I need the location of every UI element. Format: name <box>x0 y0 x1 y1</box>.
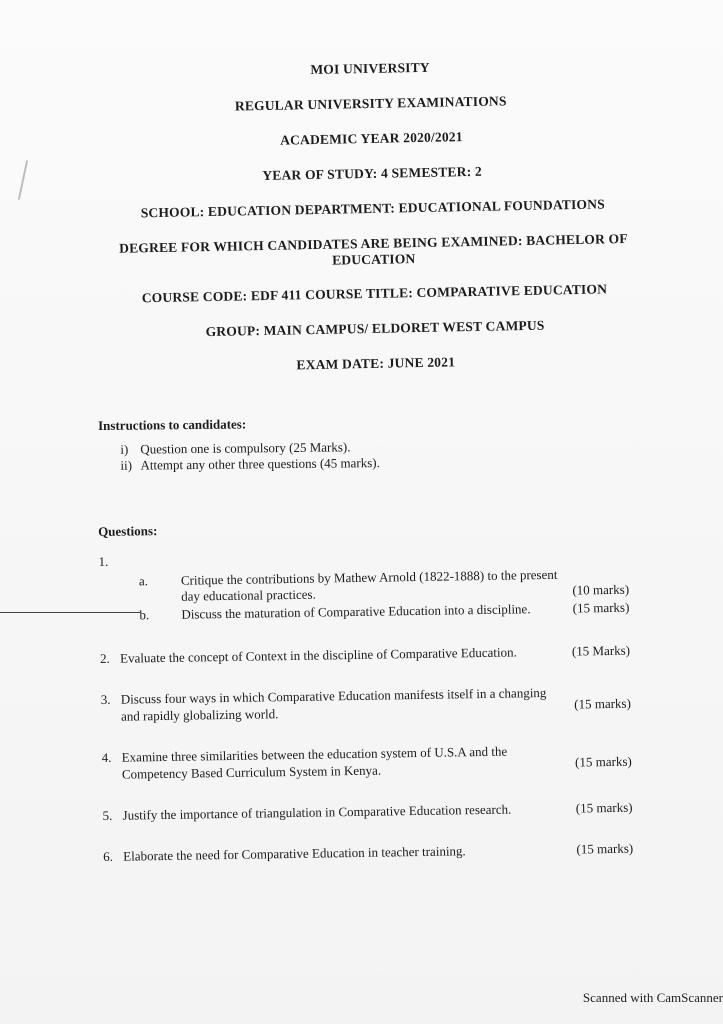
degree-line: DEGREE FOR WHICH CANDIDATES ARE BEING EXAMINED: BACHELOR OF <box>119 230 628 256</box>
question-text: Justify the importance of triangulation in Comparative Education research. <box>122 801 512 823</box>
scanner-watermark: Scanned with CamScanner <box>582 990 723 1005</box>
instruction-number: ii) <box>120 457 133 473</box>
degree-line-cont: EDUCATION <box>331 251 416 268</box>
questions-section <box>98 516 633 865</box>
part-marks: (10 marks) <box>572 581 630 598</box>
exam-type: REGULAR UNIVERSITY EXAMINATIONS <box>234 93 507 114</box>
university-name: MOI UNIVERSITY <box>310 59 430 78</box>
part-letter: b. <box>139 607 150 623</box>
question-number: 5. <box>102 807 113 823</box>
question-number: 1. <box>98 553 109 569</box>
question-text: Elaborate the need for Comparative Education in teacher training. <box>123 843 466 864</box>
question-item <box>103 840 633 865</box>
group-campus: GROUP: MAIN CAMPUS/ ELDORET WEST CAMPUS <box>205 317 545 340</box>
question-marks: (15 Marks) <box>571 642 631 659</box>
question-marks: (15 marks) <box>574 753 632 770</box>
question-text: Discuss four ways in which Comparative Education manifests itself in a changing and rapidly globalizing world. <box>120 684 547 724</box>
question-number: 6. <box>103 848 114 864</box>
instructions-title: Instructions to candidates: <box>98 416 247 433</box>
instruction-text: Attempt any other three questions (45 marks). <box>140 455 380 473</box>
instruction-text: Question one is compulsory (25 Marks). <box>140 439 351 457</box>
questions-title: Questions: <box>98 523 158 539</box>
question-number: 4. <box>101 749 112 765</box>
year-of-study: YEAR OF STUDY: 4 SEMESTER: 2 <box>262 163 482 183</box>
instruction-number: i) <box>120 441 129 457</box>
academic-year: ACADEMIC YEAR 2020/2021 <box>279 129 463 148</box>
school-department: SCHOOL: EDUCATION DEPARTMENT: EDUCATIONAL FOUNDATIONS <box>140 196 605 221</box>
question-marks: (15 marks) <box>575 799 633 816</box>
part-marks: (15 marks) <box>572 599 630 616</box>
question-marks: (15 marks) <box>574 695 631 712</box>
question-number: 3. <box>100 691 111 707</box>
question-item <box>102 741 632 783</box>
question-text: Examine three similarities between the education system of U.S.A and the Competency Based Curriculum System in Kenya. <box>121 743 508 782</box>
paper-fold-mark <box>18 160 28 200</box>
part-text: Critique the contributions by Mathew Arnold (1822-1888) to the present day educational practices. <box>180 566 558 604</box>
question-item <box>100 642 630 667</box>
exam-date: EXAM DATE: JUNE 2021 <box>296 354 456 373</box>
question-number: 2. <box>99 650 110 666</box>
instructions-section <box>98 413 539 474</box>
question-text: Evaluate the concept of Context in the discipline of Comparative Education. <box>119 644 517 666</box>
exam-header <box>105 56 641 396</box>
question-marks: (15 marks) <box>576 840 634 857</box>
part-letter: a. <box>138 573 149 589</box>
part-text: Discuss the maturation of Comparative Education into a discipline. <box>181 601 531 622</box>
instruction-item <box>98 453 538 474</box>
course-code-title: COURSE CODE: EDF 411 COURSE TITLE: COMPARATIVE EDUCATION <box>141 281 608 306</box>
question-item <box>102 799 632 824</box>
question-item <box>101 683 631 725</box>
